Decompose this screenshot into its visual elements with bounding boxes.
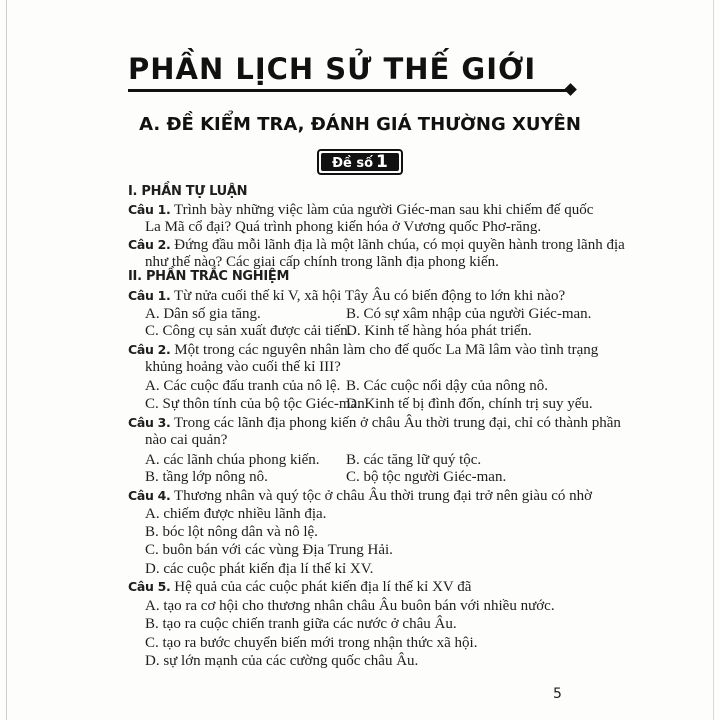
- question-text: Đứng đầu mỗi lãnh địa là một lãnh chúa, có mọi quyền hành trong lãnh địa: [174, 237, 625, 253]
- q5-option-c: C. tạo ra bước chuyển biến mới trong nhận thức xã hội.: [145, 635, 478, 651]
- q3-option-a: A. các lãnh chúa phong kiến.: [145, 452, 320, 468]
- q3-option-c: B. tầng lớp nông nô.: [145, 469, 268, 485]
- question-text: Hệ quả của các cuộc phát kiến địa lí thế kỉ XV đã: [174, 579, 472, 595]
- page-edge-left: [6, 0, 7, 720]
- page-number: 5: [553, 686, 562, 702]
- q5-option-a: A. tạo ra cơ hội cho thương nhân châu Âu buôn bán với nhiều nước.: [145, 598, 555, 614]
- q1-option-d: D. Kinh tế hàng hóa phát triển.: [346, 323, 532, 339]
- underline-diamond-ornament: [564, 83, 577, 96]
- essay-question-2-cont: như thế nào? Các giai cấp chính trong lãnh địa phong kiến.: [145, 254, 499, 270]
- title-underline: [128, 89, 570, 92]
- question-label: Câu 3.: [128, 415, 171, 430]
- question-label: Câu 1.: [128, 202, 171, 217]
- badge-number: 1: [376, 152, 388, 172]
- q2-option-a: A. Các cuộc đấu tranh của nô lệ.: [145, 378, 341, 394]
- question-label: Câu 2.: [128, 342, 171, 357]
- essay-question-1-cont: La Mã cổ đại? Quá trình phong kiến hóa ở Vương quốc Phơ-răng.: [145, 219, 542, 235]
- exam-number-badge: [317, 149, 403, 175]
- essay-question-2: [128, 236, 625, 254]
- q2-option-b: B. Các cuộc nổi dậy của nông nô.: [346, 378, 549, 394]
- q1-option-a: A. Dân số gia tăng.: [145, 306, 261, 322]
- part2-heading: II. PHẦN TRẮC NGHIỆM: [128, 269, 290, 284]
- chapter-title: PHẦN LỊCH SỬ THẾ GIỚI: [128, 52, 537, 86]
- q4-option-b: B. bóc lột nông dân và nô lệ.: [145, 524, 318, 540]
- essay-question-1: [128, 201, 593, 219]
- mcq-question-3-cont: nào cai quản?: [145, 432, 228, 448]
- question-label: Câu 2.: [128, 237, 171, 252]
- q1-option-c: C. Công cụ sản xuất được cải tiến.: [145, 323, 352, 339]
- mcq-question-5: [128, 578, 471, 596]
- q3-option-d: C. bộ tộc người Giéc-man.: [346, 469, 507, 485]
- section-title: A. ĐỀ KIỂM TRA, ĐÁNH GIÁ THƯỜNG XUYÊN: [139, 114, 581, 135]
- badge-label: Đề số: [332, 156, 374, 171]
- question-label: Câu 5.: [128, 579, 171, 594]
- question-text: Trong các lãnh địa phong kiến ở châu Âu thời trung đại, chỉ có thành phần: [174, 415, 621, 431]
- q4-option-c: C. buôn bán với các vùng Địa Trung Hải.: [145, 542, 393, 558]
- page-edge-right: [713, 0, 714, 720]
- question-text: Từ nửa cuối thế kỉ V, xã hội Tây Âu có biến động to lớn khi nào?: [174, 288, 566, 304]
- question-text: Trình bày những việc làm của người Giéc-man sau khi chiếm đế quốc: [174, 202, 594, 218]
- q2-option-c: C. Sự thôn tính của bộ tộc Giéc-man.: [145, 396, 369, 412]
- q3-option-b: B. các tăng lữ quý tộc.: [346, 452, 482, 468]
- mcq-question-3: [128, 414, 621, 432]
- mcq-question-4: [128, 487, 592, 505]
- mcq-question-2: [128, 341, 598, 359]
- q2-option-d: D. Kinh tế bị đình đốn, chính trị suy yếu.: [346, 396, 593, 412]
- mcq-question-1: [128, 287, 565, 305]
- q1-option-b: B. Có sự xâm nhập của người Giéc-man.: [346, 306, 592, 322]
- question-text: Một trong các nguyên nhân làm cho đế quốc La Mã lâm vào tình trạng: [174, 342, 599, 358]
- q4-option-d: D. các cuộc phát kiến địa lí thế kỉ XV.: [145, 561, 374, 577]
- part1-heading: I. PHẦN TỰ LUẬN: [128, 184, 248, 199]
- question-label: Câu 4.: [128, 488, 171, 503]
- mcq-question-2-cont: khủng hoảng vào cuối thế kỉ III?: [145, 359, 341, 375]
- q4-option-a: A. chiếm được nhiều lãnh địa.: [145, 506, 327, 522]
- q5-option-b: B. tạo ra cuộc chiến tranh giữa các nước ở châu Âu.: [145, 616, 457, 632]
- q5-option-d: D. sự lớn mạnh của các cường quốc châu Âu.: [145, 653, 419, 669]
- question-text: Thương nhân và quý tộc ở châu Âu thời trung đại trở nên giàu có nhờ: [174, 488, 593, 504]
- question-label: Câu 1.: [128, 288, 171, 303]
